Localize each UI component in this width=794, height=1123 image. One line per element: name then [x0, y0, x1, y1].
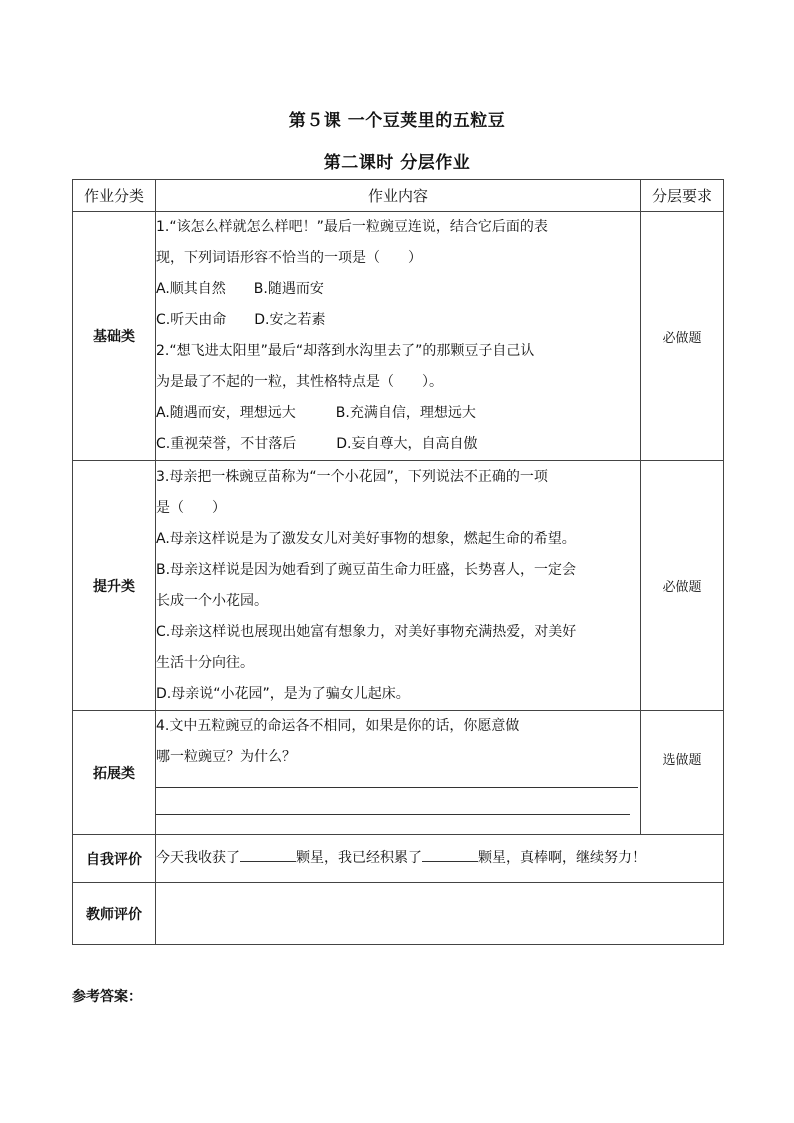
self-eval-text-3: 颗星，真棒啊，继续努力！ — [478, 850, 646, 866]
question-3-line-1: 3.母亲把一株豌豆苗称为“一个小花园”，下列说法不正确的一项 — [156, 468, 548, 485]
teacher-eval-area[interactable] — [156, 883, 724, 945]
option-2d: D.妄自尊大，自高自傲 — [336, 436, 478, 452]
header-row — [73, 180, 724, 212]
row-advanced — [73, 461, 724, 711]
question-1-options-cd — [156, 305, 640, 336]
category-teacher-eval: 教师评价 — [73, 883, 156, 945]
option-3b-line-2: 长成一个小花园。 — [156, 592, 268, 609]
question-1-options-ab — [156, 274, 640, 305]
header-content: 作业内容 — [156, 180, 641, 212]
question-3-line-2: 是（ ） — [156, 499, 226, 516]
option-2a: A.随遇而安，理想远大 — [156, 405, 296, 421]
question-1-line-2: 现，下列词语形容不恰当的一项是（ ） — [156, 250, 422, 266]
question-1-line-1: 1.“该怎么样就怎么样吧！”最后一粒豌豆连说，结合它后面的表 — [156, 219, 548, 235]
row-basic — [73, 212, 724, 461]
question-2-line-2: 为是最了不起的一粒，其性格特点是（ ）。 — [156, 374, 443, 390]
option-2c: C.重视荣誉，不甘落后 — [156, 436, 297, 452]
question-2-line-1: 2.“想飞进太阳里”最后“却落到水沟里去了”的那颗豆子自己认 — [156, 343, 535, 359]
page-title: 第５课 一个豆荚里的五粒豆 — [288, 111, 506, 131]
self-eval-text-2: 颗星，我已经积累了 — [296, 850, 422, 866]
row-teacher-eval — [73, 883, 724, 945]
category-extended: 拓展类 — [73, 711, 156, 835]
header-category: 作业分类 — [73, 180, 156, 212]
requirement-advanced: 必做题 — [641, 461, 724, 711]
category-basic: 基础类 — [73, 212, 156, 461]
option-1b: B.随遇而安 — [253, 281, 324, 297]
answer-line-1[interactable] — [156, 787, 638, 788]
option-1c: C.听天由命 — [156, 312, 227, 328]
option-3c-line-2: 生活十分向往。 — [156, 654, 254, 671]
option-3b-line-1: B.母亲这样说是因为她看到了豌豆苗生命力旺盛，长势喜人，一定会 — [156, 561, 577, 578]
option-3c-line-1: C.母亲这样说也展现出她富有想象力，对美好事物充满热爱，对美好 — [156, 623, 577, 640]
answer-line-2[interactable] — [156, 814, 630, 815]
self-eval-text-1: 今天我收获了 — [156, 850, 240, 866]
option-2b: B.充满自信，理想远大 — [335, 405, 476, 421]
header-requirement: 分层要求 — [641, 180, 724, 212]
content-basic — [156, 212, 641, 461]
content-advanced — [156, 461, 641, 711]
homework-table — [72, 179, 724, 945]
row-self-eval — [73, 835, 724, 883]
row-extended — [73, 711, 724, 835]
requirement-basic: 必做题 — [641, 212, 724, 461]
question-2-options-cd — [156, 429, 640, 460]
category-self-eval: 自我评价 — [73, 835, 156, 883]
requirement-extended: 选做题 — [641, 711, 724, 835]
option-1d: D.安之若素 — [254, 312, 326, 328]
content-self-eval — [156, 835, 724, 883]
star-count-total-blank[interactable] — [422, 847, 478, 862]
question-4-line-2: 哪一粒豌豆？为什么？ — [156, 749, 296, 765]
answer-label: 参考答案： — [72, 989, 142, 1005]
option-1a: A.顺其自然 — [156, 281, 226, 297]
page-subtitle: 第二课时 分层作业 — [323, 153, 471, 173]
star-count-today-blank[interactable] — [240, 847, 296, 862]
content-extended — [156, 711, 641, 835]
option-3a: A.母亲这样说是为了激发女儿对美好事物的想象，燃起生命的希望。 — [156, 530, 576, 547]
category-advanced: 提升类 — [73, 461, 156, 711]
question-2-options-ab — [156, 398, 640, 429]
question-4-line-1: 4.文中五粒豌豆的命运各不相同，如果是你的话，你愿意做 — [156, 718, 520, 734]
option-3d: D.母亲说“小花园”，是为了骗女儿起床。 — [156, 685, 410, 702]
